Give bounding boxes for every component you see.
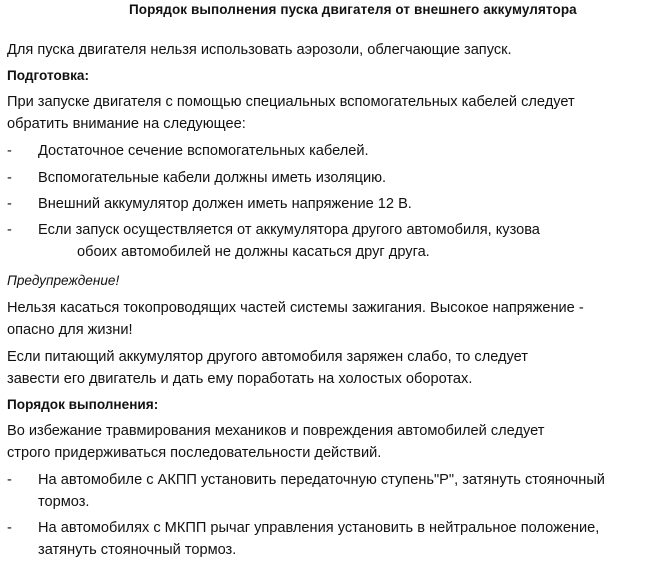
warning-label: Предупреждение!: [7, 273, 120, 288]
bullet-text: На автомобиле с АКПП установить передаточную ступень"Р", затянуть стояночный: [38, 472, 605, 488]
warning-line-4: завести его двигатель и дать ему поработать на холостых оборотах.: [7, 371, 473, 387]
bullet-text: Если запуск осуществляется от аккумулятора другого автомобиля, кузова: [38, 222, 540, 238]
bullet-dash: -: [7, 520, 12, 536]
bullet-text: Вспомогательные кабели должны иметь изоляцию.: [38, 170, 387, 186]
bullet-dash: -: [7, 170, 12, 186]
bullet-continuation: тормоз.: [38, 494, 90, 510]
bullet-continuation: затянуть стояночный тормоз.: [38, 542, 237, 558]
bullet-continuation: обоих автомобилей не должны касаться друг друга.: [77, 244, 430, 260]
document-title: Порядок выполнения пуска двигателя от внешнего аккумулятора: [129, 2, 577, 17]
bullet-text: Внешний аккумулятор должен иметь напряжение 12 В.: [38, 196, 412, 212]
warning-line-3: Если питающий аккумулятор другого автомобиля заряжен слабо, то следует: [7, 349, 528, 365]
bullet-text: Достаточное сечение вспомогательных кабелей.: [38, 143, 369, 159]
preparation-heading: Подготовка:: [7, 68, 90, 83]
bullet-dash: -: [7, 143, 12, 159]
procedure-lead-line-2: строго придерживаться последовательности действий.: [7, 445, 382, 461]
bullet-text: На автомобилях с МКПП рычаг управления установить в нейтральное положение,: [38, 520, 600, 536]
procedure-heading: Порядок выполнения:: [7, 397, 159, 412]
bullet-dash: -: [7, 472, 12, 488]
preparation-lead-line-2: обратить внимание на следующее:: [7, 116, 246, 132]
warning-line-1: Нельзя касаться токопроводящих частей системы зажигания. Высокое напряжение -: [7, 300, 584, 316]
bullet-dash: -: [7, 196, 12, 212]
intro-text: Для пуска двигателя нельзя использовать аэрозоли, облегчающие запуск.: [7, 42, 512, 58]
warning-line-2: опасно для жизни!: [7, 322, 133, 338]
procedure-lead-line-1: Во избежание травмирования механиков и повреждения автомобилей следует: [7, 423, 545, 439]
bullet-dash: -: [7, 222, 12, 238]
preparation-lead-line-1: При запуске двигателя с помощью специальных вспомогательных кабелей следует: [7, 94, 575, 110]
